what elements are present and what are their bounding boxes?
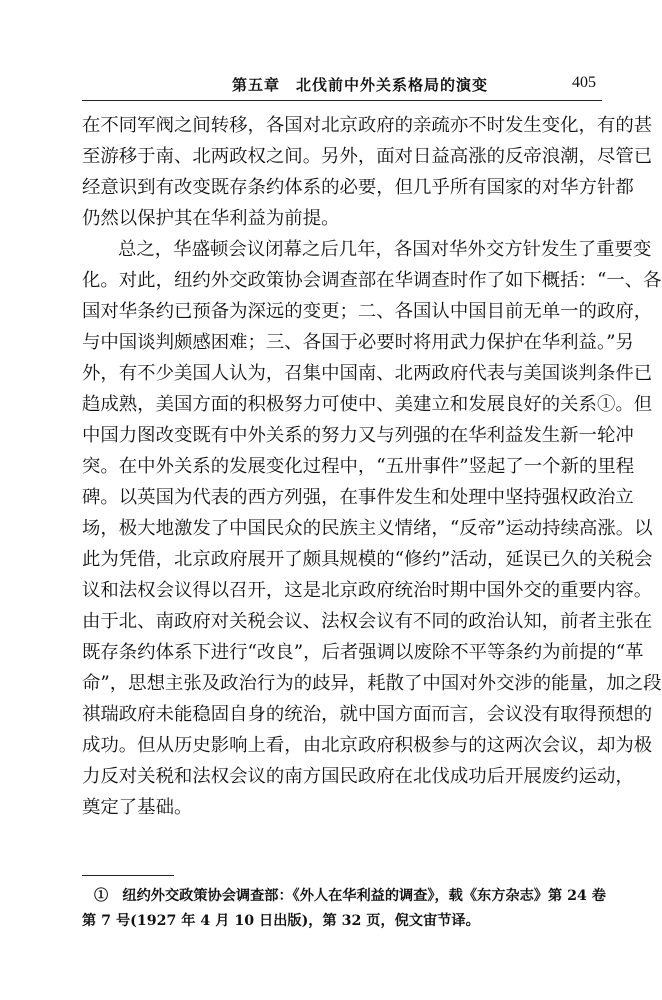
page-number: 405 [572, 74, 596, 91]
text-line: 祺瑞政府未能稳固自身的统治，就中国方面而言，会议没有取得预想的 [82, 704, 653, 725]
text-line: 至游移于南、北两政权之间。另外，面对日益高涨的反帝浪潮，尽管已 [82, 146, 653, 167]
text-line: 在不同军阀之间转移，各国对北京政府的亲疏亦不时发生变化，有的甚 [82, 115, 653, 136]
body-text [82, 110, 662, 823]
paragraph-start-line: 总之，华盛顿会议闭幕之后几年，各国对华外交方针发生了重要变 [118, 239, 652, 260]
text-line: 由于北、南政府对关税会议、法权会议有不同的政治认知，前者主张在 [82, 611, 653, 632]
text-line: 成功。但从历史影响上看，由北京政府积极参与的这两次会议，却为极 [82, 735, 653, 756]
running-head [82, 74, 602, 96]
text-line: 既存条约体系下进行“改良”，后者强调以废除不平等条约为前提的“革 [82, 642, 644, 663]
footnote-rule [82, 875, 174, 876]
text-line: 场，极大地激发了中国民众的民族主义情绪，“反帝”运动持续高涨。以 [82, 518, 653, 539]
text-line: 化。对此，纽约外交政策协会调查部在华调查时作了如下概括：“一、各 [82, 270, 662, 291]
text-line: 奠定了基础。 [82, 797, 193, 818]
text-line: 外，有不少美国人认为，召集中国南、北两政府代表与美国谈判条件已 [82, 363, 653, 384]
text-line: 趋成熟，美国方面的积极努力可使中、美建立和发展良好的关系①。但 [82, 394, 653, 415]
text-line: 突。在中外关系的发展变化过程中，“五卅事件”竖起了一个新的里程 [82, 456, 635, 477]
text-line: 力反对关税和法权会议的南方国民政府在北伐成功后开展废约运动， [82, 766, 634, 787]
footnote-line: ① 纽约外交政策协会调查部：《外人在华利益的调查》，载《东方杂志》第 24 卷 [94, 888, 606, 904]
header-rule [82, 100, 602, 101]
text-line: 命”，思想主张及政治行为的歧异，耗散了中国对外交涉的能量，加之段 [82, 673, 662, 694]
text-line: 此为凭借，北京政府展开了颇具规模的“修约”活动，延误已久的关税会 [82, 549, 653, 570]
text-line: 国对华条约已预备为深远的变更；二、各国认中国目前无单一的政府， [82, 301, 653, 322]
text-line: 中国力图改变既有中外关系的努力又与列强的在华利益发生新一轮冲 [82, 425, 634, 446]
text-line: 议和法权会议得以召开，这是北京政府统治时期中国外交的重要内容。 [82, 580, 653, 601]
text-line: 与中国谈判颇感困难；三、各国于必要时将用武力保护在华利益。”另 [82, 332, 634, 353]
footnote-line: 第 7 号(1927 年 4 月 10 日出版)，第 32 页，倪文宙节译。 [82, 913, 480, 929]
chapter-title: 第五章 北伐前中外关系格局的演变 [232, 76, 489, 94]
footnote [82, 884, 606, 934]
text-line: 仍然以保护其在华利益为前提。 [82, 208, 340, 229]
text-line: 经意识到有改变既存条约体系的必要，但几乎所有国家的对华方针都 [82, 177, 634, 198]
text-line: 碑。以英国为代表的西方列强，在事件发生和处理中坚持强权政治立 [82, 487, 634, 508]
